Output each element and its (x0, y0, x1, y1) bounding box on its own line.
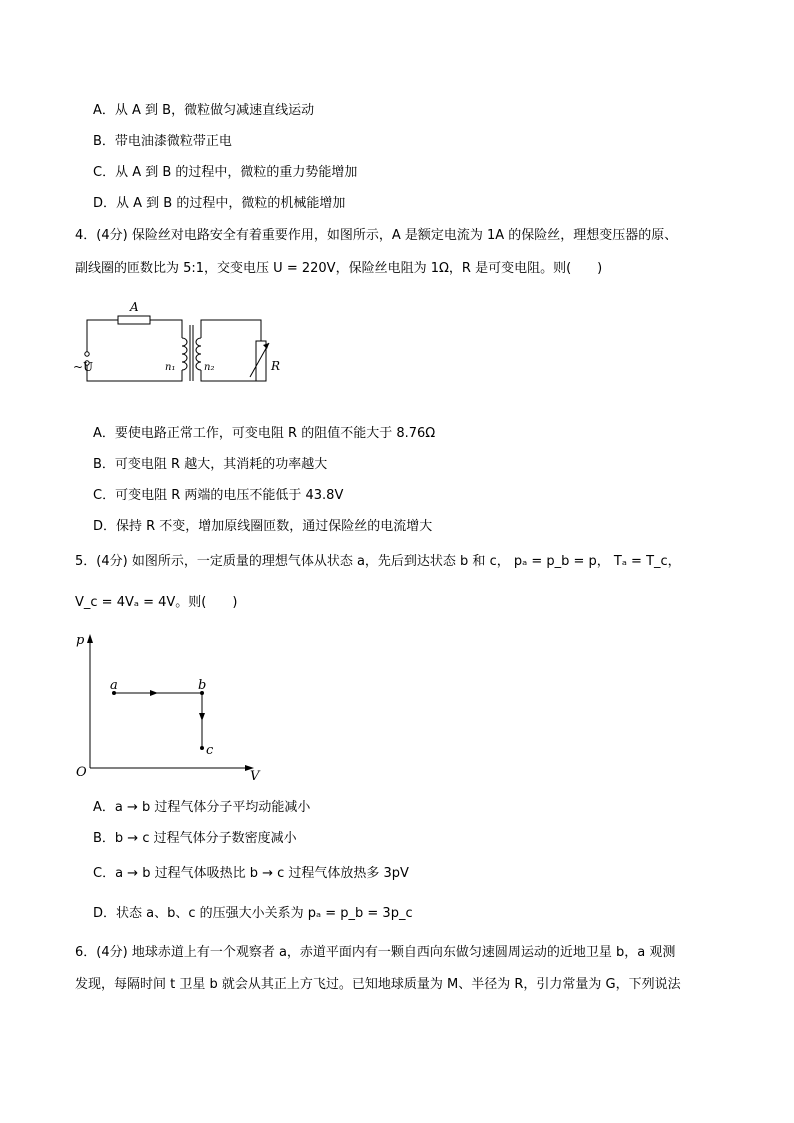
secondary-coil (196, 338, 201, 370)
q6-stem-line1: 6．(4分) 地球赤道上有一个观察者 a，赤道平面内有一颗自西向东做匀速圆周运动的近地卫星 b，a 观测 (75, 945, 676, 960)
label-axis-p: p (76, 633, 85, 648)
q5-option-b: B．b → c 过程气体分子数密度减小 (93, 831, 297, 846)
label-state-a: a (110, 678, 118, 693)
q4-stem-line1: 4．(4分) 保险丝对电路安全有着重要作用，如图所示，A 是额定电流为 1A 的保险丝，理想变压器的原、 (75, 228, 678, 243)
q4-option-c: C．可变电阻 R 两端的电压不能低于 43.8V (93, 488, 344, 503)
q4-stem-line2: 副线圈的匝数比为 5:1，交变电压 U = 220V，保险丝电阻为 1Ω，R 是可变电阻。则( ) (75, 261, 603, 276)
label-axis-v: V (250, 769, 260, 783)
label-state-c: c (206, 743, 214, 758)
q4-option-d: D．保持 R 不变，增加原线圈匝数，通过保险丝的电流增大 (93, 519, 433, 534)
label-resistor: R (271, 359, 280, 373)
label-state-b: b (198, 678, 207, 693)
q5-stem-line1: 5．(4分) 如图所示，一定质量的理想气体从状态 a，先后到达状态 b 和 c， pₐ = p_b = p， Tₐ = T_c， (75, 554, 681, 569)
label-source: ~U (73, 360, 94, 374)
q4-option-b: B．可变电阻 R 越大，其消耗的功率越大 (93, 457, 328, 472)
primary-coil (182, 338, 187, 370)
q3-option-c: C．从 A 到 B 的过程中，微粒的重力势能增加 (93, 165, 358, 180)
label-fuse-a: A (130, 300, 139, 314)
q6-stem-line2: 发现，每隔时间 t 卫星 b 就会从其正上方飞过。已知地球质量为 M、半径为 R，引力常量为 G，下列说法 (75, 977, 681, 992)
label-origin: O (76, 765, 87, 780)
fuse (118, 316, 150, 324)
q5-option-c: C．a → b 过程气体吸热比 b → c 过程气体放热多 3pV (93, 866, 409, 881)
q4-circuit-figure (70, 295, 280, 390)
label-n2: n₂ (204, 362, 215, 373)
q5-option-d: D．状态 a、b、c 的压强大小关系为 pₐ = p_b = 3p_c (93, 906, 413, 921)
q3-option-d: D．从 A 到 B 的过程中，微粒的机械能增加 (93, 196, 346, 211)
q5-option-a: A．a → b 过程气体分子平均动能减小 (93, 800, 311, 815)
terminal-top (85, 352, 89, 356)
q5-pv-graph (70, 628, 270, 783)
q4-option-a: A．要使电路正常工作，可变电阻 R 的阻值不能大于 8.76Ω (93, 426, 436, 441)
variable-resistor (256, 341, 266, 381)
q3-option-a: A．从 A 到 B，微粒做匀减速直线运动 (93, 103, 315, 118)
q5-stem-line2: V_c = 4Vₐ = 4V。则( ) (75, 595, 238, 610)
q3-option-b: B．带电油漆微粒带正电 (93, 134, 232, 149)
label-n1: n₁ (165, 362, 176, 373)
